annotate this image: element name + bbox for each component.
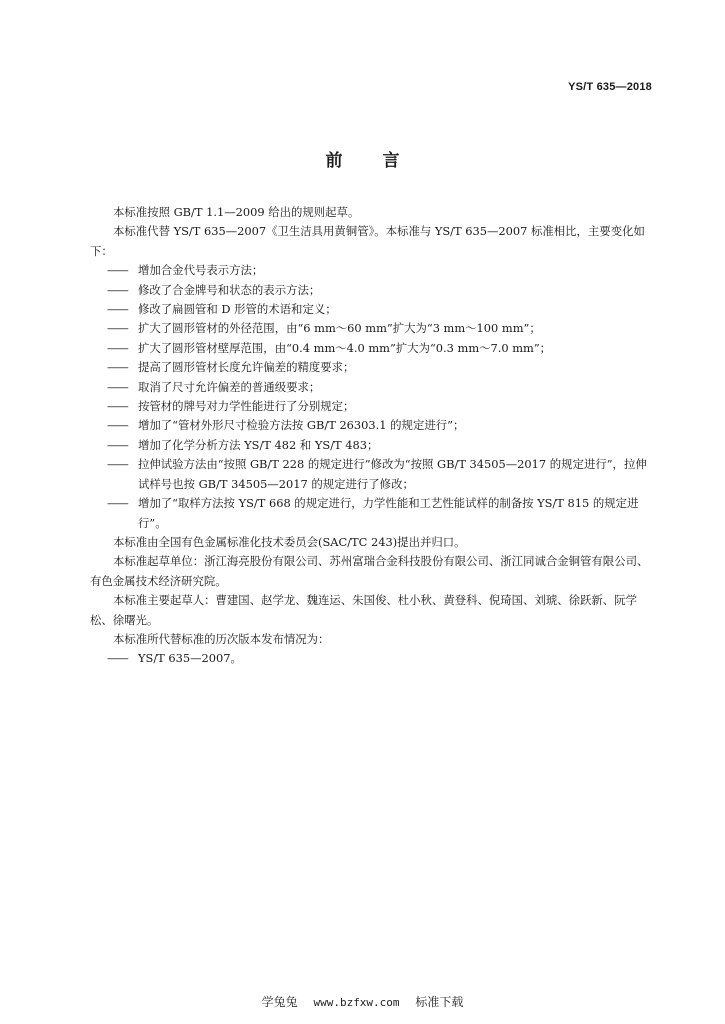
list-item: —— 取消了尺寸允许偏差的普通级要求；	[107, 379, 321, 394]
footer-tagline: 标准下载	[415, 995, 464, 1009]
title-char-1: 前	[325, 151, 343, 171]
paragraph-replacement: 本标准代替 YS/T 635—2007《卫生洁具用黄铜管》。本标准与 YS/T 635—2007 标准相比，主要变化如下：	[90, 224, 645, 258]
paragraph-history: 本标准所代替标准的历次版本发布情况为：	[113, 631, 330, 646]
changes-list	[90, 261, 654, 533]
paragraph-drafters: 本标准主要起草人：曹建国、赵学龙、魏连运、朱国俊、杜小秋、黄登科、倪琦国、刘琥、徐跃新、阮学松、徐曙光。	[90, 593, 637, 627]
paragraph-drafting-rules: 本标准按照 GB/T 1.1—2009 给出的规则起草。	[113, 205, 360, 219]
list-item: —— 修改了合金牌号和状态的表示方法；	[107, 282, 321, 297]
list-item: —— 增加了“取样方法按 YS/T 668 的规定进行，力学性能和工艺性能试样的制备按 YS/T 815 的规定进行”。	[107, 496, 639, 530]
standard-code: YS/T 635—2018	[568, 81, 652, 93]
list-item: —— 扩大了圆形管材壁厚范围，由“0.4 mm～4.0 mm”扩大为“0.3 mm～7.0 mm”；	[107, 340, 552, 355]
list-item: —— 增加了化学分析方法 YS/T 482 和 YS/T 483；	[107, 437, 379, 452]
paragraph-drafting-units: 本标准起草单位：浙江海亮股份有限公司、苏州富瑞合金科技股份有限公司、浙江同诚合金铜管有限公司、有色金属技术经济研究院。	[90, 554, 649, 588]
footer-site-name: 学兔兔	[261, 995, 298, 1009]
foreword-body	[90, 203, 654, 669]
list-item: —— 增加了“管材外形尺寸检验方法按 GB/T 26303.1 的规定进行”；	[107, 418, 465, 433]
list-item: —— 提高了圆形管材长度允许偏差的精度要求；	[107, 360, 355, 375]
title-char-2: 言	[382, 151, 400, 171]
history-item: —— YS/T 635—2007。	[107, 651, 242, 666]
footer-watermark	[0, 993, 725, 1010]
list-item: —— 拉伸试验方法由“按照 GB/T 228 的规定进行”修改为“按照 GB/T 34505—2017 的规定进行”，拉伸试样号也按 GB/T 34505—2017 的规定进行了修改；	[107, 457, 647, 491]
list-item: —— 扩大了圆形管材的外径范围，由“6 mm～60 mm”扩大为“3 mm～100 mm”；	[107, 321, 541, 336]
page-title	[0, 146, 725, 171]
paragraph-proposer: 本标准由全国有色金属标准化技术委员会(SAC/TC 243)提出并归口。	[113, 534, 466, 549]
list-item: —— 增加合金代号表示方法；	[107, 263, 264, 278]
list-item: —— 修改了扁圆管和 D 形管的术语和定义；	[107, 302, 337, 317]
footer-url[interactable]: www.bzfxw.com	[313, 996, 400, 1009]
list-item: —— 按管材的牌号对力学性能进行了分别规定；	[107, 399, 355, 414]
